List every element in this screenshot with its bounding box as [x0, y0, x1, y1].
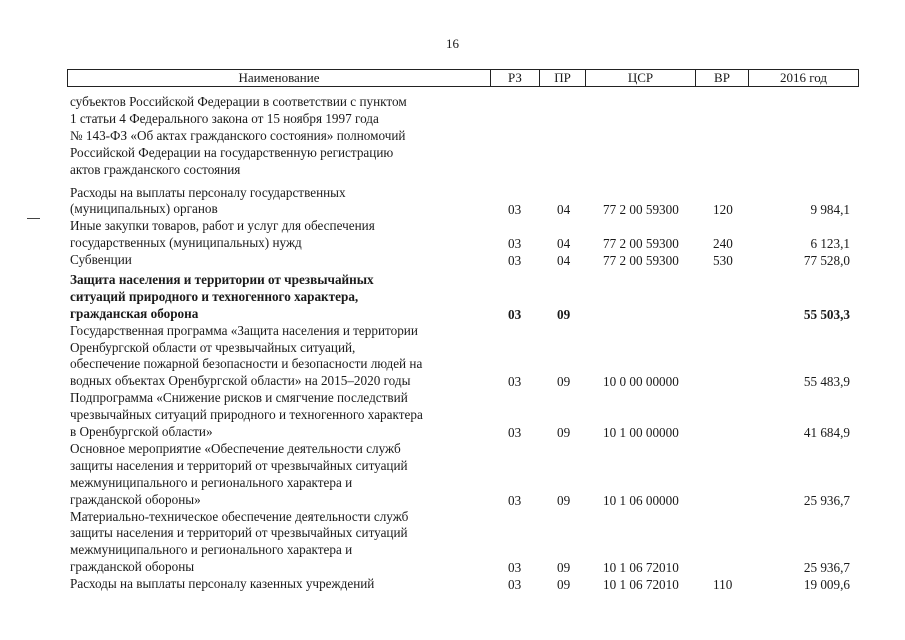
cell-pr: 09	[557, 577, 571, 593]
row-name-line: Материально-техническое обеспечение деятельности служб	[70, 508, 409, 524]
cell-rz: 03	[508, 577, 522, 593]
cell-sum: 9 984,1	[810, 202, 850, 218]
cell-vr: 120	[713, 202, 733, 218]
cell-sum: 6 123,1	[810, 236, 850, 252]
row-name-line: Российской Федерации на государственную регистрацию	[70, 144, 394, 160]
cell-rz: 03	[508, 236, 522, 252]
header-rz: РЗ	[491, 70, 540, 87]
row-name-line: гражданской обороны	[70, 559, 195, 575]
cell-pr: 09	[557, 374, 571, 390]
row-name-line: ситуаций природного и техногенного характера,	[70, 288, 359, 304]
row-name-line: Расходы на выплаты персоналу казенных учреждений	[70, 576, 375, 592]
cell-vr: 110	[713, 577, 733, 593]
cell-sum: 19 009,6	[803, 577, 850, 593]
row-name-line: чрезвычайных ситуаций природного и техногенного характера	[70, 407, 423, 423]
row-name-line: обеспечение пожарной безопасности и безопасности людей на	[70, 356, 423, 372]
row-name-line: Защита населения и территории от чрезвычайных	[70, 272, 374, 287]
header-name: Наименование	[68, 70, 491, 87]
cell-rz: 03	[508, 374, 522, 390]
cell-rz: 03	[508, 425, 522, 441]
cell-vr: 530	[713, 253, 733, 269]
cell-sum: 55 503,3	[803, 306, 850, 322]
cell-sum: 77 528,0	[803, 253, 850, 269]
header-pr: ПР	[540, 70, 586, 87]
cell-pr: 09	[557, 425, 571, 441]
row-name-line: Подпрограмма «Снижение рисков и смягчение последствий	[70, 390, 408, 406]
cell-rz: 03	[508, 202, 522, 218]
cell-rz: 03	[508, 306, 522, 322]
row-name-line: Субвенции	[70, 252, 132, 268]
cell-vr: 240	[713, 236, 733, 252]
page-number: 16	[446, 36, 459, 51]
cell-csr: 77 2 00 59300	[603, 236, 679, 252]
row-name-line: в Оренбургской области»	[70, 424, 213, 440]
cell-csr: 77 2 00 59300	[603, 202, 679, 218]
row-name-line: Оренбургской области от чрезвычайных ситуаций,	[70, 339, 356, 355]
header-csr: ЦСР	[586, 70, 696, 87]
row-name-line: гражданской обороны»	[70, 491, 201, 507]
row-name-line: государственных (муниципальных) нужд	[70, 235, 302, 251]
row-name-line: актов гражданского состояния	[70, 161, 241, 177]
row-name-line: защиты населения и территорий от чрезвычайных ситуаций	[70, 525, 408, 541]
row-name-line: субъектов Российской Федерации в соответствии с пунктом	[70, 94, 407, 109]
cell-sum: 25 936,7	[803, 560, 850, 576]
cell-pr: 09	[557, 560, 571, 576]
cell-csr: 10 1 06 00000	[603, 492, 679, 508]
row-name-line: № 143-ФЗ «Об актах гражданского состояния» полномочий	[70, 127, 406, 143]
cell-csr: 77 2 00 59300	[603, 253, 679, 269]
cell-sum: 41 684,9	[803, 425, 850, 441]
cell-rz: 03	[508, 492, 522, 508]
row-name-line: гражданская оборона	[70, 305, 199, 321]
header-year: 2016 год	[749, 70, 859, 87]
cell-sum: 55 483,9	[803, 374, 850, 390]
cell-pr: 04	[557, 236, 571, 252]
row-name-line: 1 статьи 4 Федерального закона от 15 ноября 1997 года	[70, 110, 379, 126]
cell-pr: 09	[557, 492, 571, 508]
cell-pr: 09	[557, 306, 571, 322]
row-name-line: водных объектах Оренбургской области» на 2015–2020 годы	[70, 373, 411, 389]
row-name-line: (муниципальных) органов	[70, 201, 218, 217]
cell-sum: 25 936,7	[803, 492, 850, 508]
cell-csr: 10 1 00 00000	[603, 425, 679, 441]
header-vr: ВР	[696, 70, 749, 87]
cell-pr: 04	[557, 202, 571, 218]
row-name-line: Государственная программа «Защита населения и территории	[70, 322, 418, 338]
row-name-line: защиты населения и территорий от чрезвычайных ситуаций	[70, 457, 408, 473]
cell-csr: 10 0 00 00000	[603, 374, 679, 390]
cell-csr: 10 1 06 72010	[603, 560, 679, 576]
cell-rz: 03	[508, 560, 522, 576]
row-name-line: Иные закупки товаров, работ и услуг для обеспечения	[70, 218, 375, 234]
row-name-line: Расходы на выплаты персоналу государственных	[70, 184, 346, 200]
row-name-line: Основное мероприятие «Обеспечение деятельности служб	[70, 441, 401, 456]
row-name-line: межмуниципального и регионального характера и	[70, 474, 353, 490]
row-name-line: межмуниципального и регионального характера и	[70, 542, 353, 558]
cell-rz: 03	[508, 253, 522, 269]
cell-pr: 04	[557, 253, 571, 269]
cell-csr: 10 1 06 72010	[603, 577, 679, 593]
